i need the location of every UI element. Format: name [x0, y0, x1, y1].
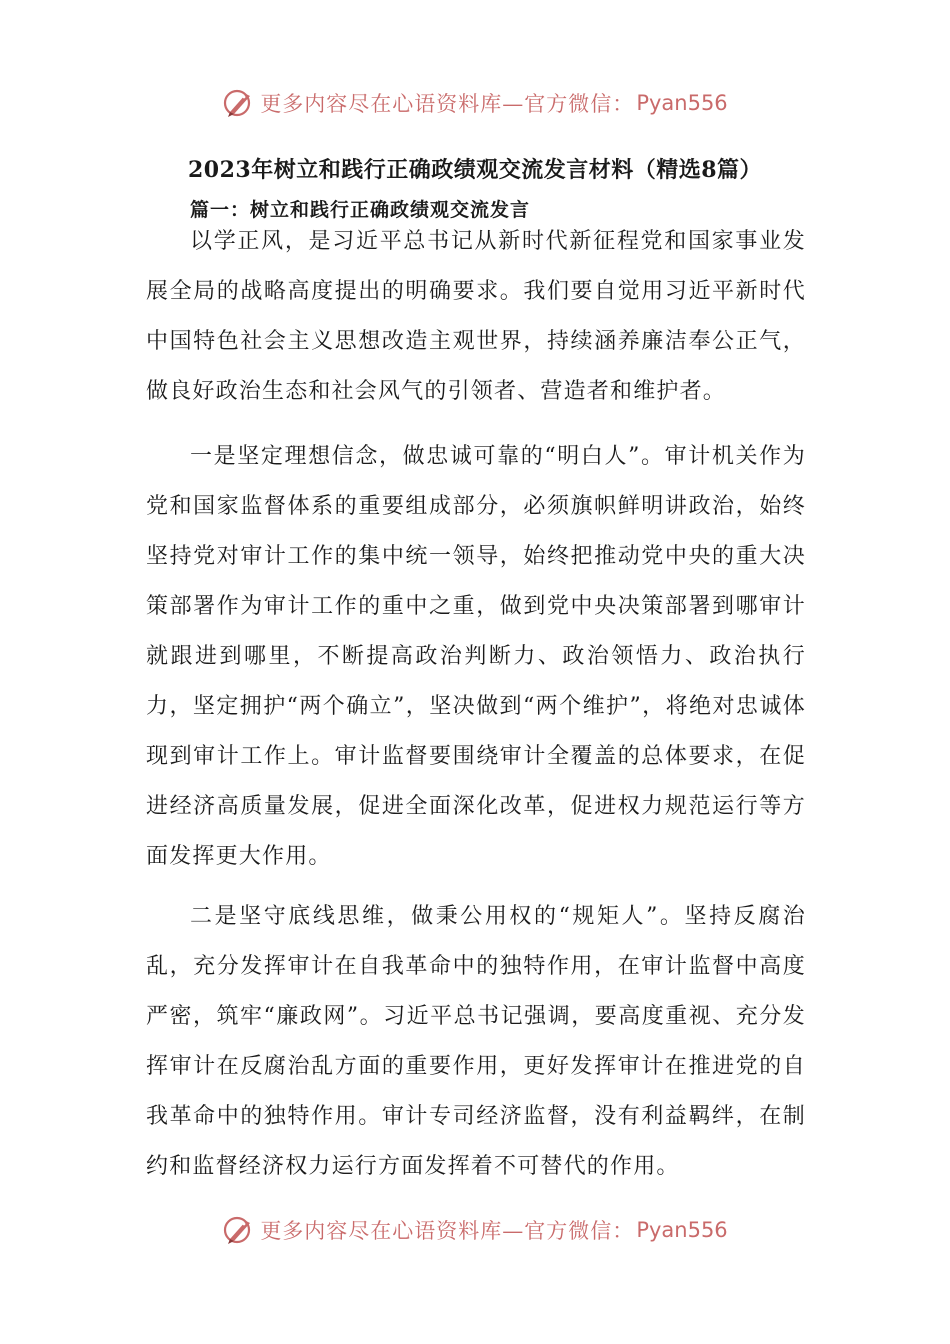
watermark-text: 更多内容尽在心语资料库—官方微信：: [260, 92, 635, 116]
paragraph-point-one: 一是坚定理想信念，做忠诚可靠的“明白人”。审计机关作为党和国家监督体系的重要组成部分，必须旗帜鲜明讲政治，始终坚持党对审计工作的集中统一领导，始终把推动党中央的重大决策部署作为审计工作的重中之重，做到党中央决策部署到哪审计就跟进到哪里，不断提高政治判断力、政治领悟力、政治执行力，坚定拥护“两个确立”，坚决做到“两个维护”，将绝对忠诚体现到审计工作上。审计监督要围绕审计全覆盖的总体要求，在促进经济高质量发展，促进全面深化改革，促进权力规范运行等方面发挥更大作用。: [146, 444, 806, 869]
watermark-wechat-id: Pyan556: [636, 91, 728, 115]
pen-nib-logo-icon: [222, 1213, 256, 1247]
pen-nib-logo-icon: [222, 86, 256, 120]
paragraph-point-two: 二是坚守底线思维，做秉公用权的“规矩人”。坚持反腐治乱，充分发挥审计在自我革命中的独特作用，在审计监督中高度严密，筑牢“廉政网”。习近平总书记强调，要高度重视、充分发挥审计在反腐治乱方面的重要作用，更好发挥审计在推进党的自我革命中的独特作用。审计专司经济监督，没有利益羁绊，在制约和监督经济权力运行方面发挥着不可替代的作用。: [146, 904, 806, 1179]
watermark-text: 更多内容尽在心语资料库—官方微信：: [260, 1219, 635, 1243]
document-title: 2023年树立和践行正确政绩观交流发言材料（精选8篇）: [187, 157, 763, 183]
watermark-header: [0, 83, 950, 123]
section-title: 篇一：树立和践行正确政绩观交流发言: [190, 199, 531, 221]
paragraph-intro: 以学正风，是习近平总书记从新时代新征程党和国家事业发展全局的战略高度提出的明确要求。我们要自觉用习近平新时代中国特色社会主义思想改造主观世界，持续涵养廉洁奉公正气，做良好政治生态和社会风气的引领者、营造者和维护者。: [146, 229, 806, 404]
watermark-wechat-id: Pyan556: [636, 1218, 728, 1242]
watermark-footer: [0, 1210, 950, 1250]
